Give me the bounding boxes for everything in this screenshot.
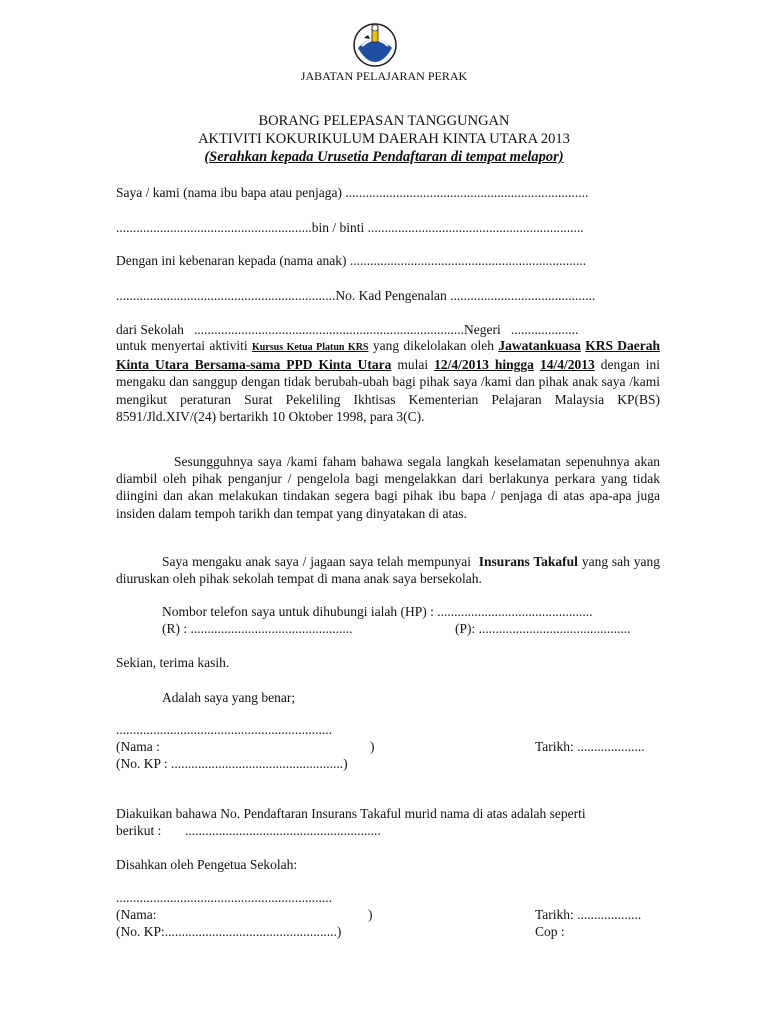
safety-paragraph: Sesungguhnya saya /kami faham bahawa segala langkah keselamatan sepenuhnya akan diambil oleh pihak penganjur / pengelola bagi mengelakkan dari berlakunya perkara yang tidak diingini dan akan melakukan tindakan segera bagi pihak ibu bapa / penjaga di atas apa-apa juga insiden dalam tempoh tarikh dan tempat yang dinyatakan di atas. bbox=[116, 454, 660, 521]
sign-intro: Adalah saya yang benar; bbox=[162, 690, 296, 705]
activity-text-1: untuk menyertai aktiviti bbox=[116, 338, 248, 353]
insurance-number-field[interactable]: .......................................................... bbox=[185, 823, 381, 838]
child-name-field-2[interactable]: ................................................................. bbox=[116, 288, 336, 303]
parent-date-row bbox=[535, 739, 645, 755]
bin-binti-row bbox=[116, 220, 584, 236]
parent-name-label: Saya / kami (nama ibu bapa atau penjaga) bbox=[116, 185, 343, 200]
school-field[interactable]: ................................................................................ bbox=[193, 322, 464, 337]
ic-field[interactable]: ........................................... bbox=[450, 288, 596, 303]
cop-label: Cop : bbox=[535, 924, 565, 939]
activity-date-b: 14/4/2013 bbox=[539, 357, 595, 373]
phone-r-field[interactable]: ................................................ bbox=[190, 621, 353, 636]
child-name-field[interactable]: ...................................................................... bbox=[349, 253, 587, 268]
closing-text: Sekian, terima kasih. bbox=[116, 655, 230, 670]
ic-label: No. Kad Pengenalan bbox=[335, 288, 447, 303]
principal-name-close: ) bbox=[368, 907, 373, 922]
principal-date-row bbox=[535, 907, 641, 923]
phone-p-label: (P): bbox=[455, 621, 476, 636]
activity-text-3: mulai bbox=[397, 357, 429, 373]
insurance-paragraph bbox=[116, 553, 660, 587]
principal-signature-field[interactable]: ................................................................ bbox=[116, 890, 332, 905]
child-name-row bbox=[116, 253, 586, 269]
form-title-2: AKTIVITI KOKURIKULUM DAERAH KINTA UTARA 2013 bbox=[198, 131, 570, 147]
activity-text-2: yang dikelolakan oleh bbox=[372, 338, 494, 353]
bin-binti-label: bin / binti bbox=[311, 220, 365, 235]
school-label: dari Sekolah bbox=[116, 322, 184, 337]
parent-signature-field[interactable]: ................................................................ bbox=[116, 722, 332, 737]
activity-paragraph bbox=[116, 337, 660, 425]
parent-name-row bbox=[116, 185, 588, 201]
phone-label: Nombor telefon saya untuk dihubungi ialah (HP) : bbox=[162, 604, 434, 619]
parent-kp-field[interactable]: ...................................................) bbox=[171, 756, 348, 771]
insurance-text-1: Saya mengaku anak saya / jagaan saya telah mempunyai bbox=[162, 554, 472, 569]
bin-binti-field[interactable]: ................................................................ bbox=[367, 220, 584, 235]
form-title: BORANG PELEPASAN TANGGUNGAN bbox=[258, 113, 510, 129]
principal-date-field[interactable]: ................... bbox=[577, 907, 642, 922]
phone-p-row bbox=[455, 621, 631, 637]
ic-row bbox=[116, 288, 595, 304]
verify-label: Disahkan oleh Pengetua Sekolah: bbox=[116, 857, 298, 872]
principal-kp-field[interactable]: ...................................................) bbox=[164, 924, 342, 939]
principal-kp-row bbox=[116, 924, 341, 940]
parent-date-label: Tarikh: bbox=[535, 739, 574, 754]
insurance-takaful: Insurans Takaful bbox=[478, 554, 578, 569]
child-name-label: Dengan ini kebenaran kepada (nama anak) bbox=[116, 253, 347, 268]
parent-kp-label: (No. KP : bbox=[116, 756, 168, 771]
activity-committee-a: Jawatankuasa bbox=[498, 338, 581, 353]
ack-text-1: Diakuikan bahawa No. Pendaftaran Insurans Takaful murid nama di atas adalah seperti bbox=[116, 806, 586, 821]
phone-r-label: (R) : bbox=[162, 621, 188, 636]
state-field[interactable]: .................... bbox=[510, 322, 579, 337]
principal-kp-label: (No. KP: bbox=[116, 924, 165, 939]
activity-date-a: 12/4/2013 hingga bbox=[434, 357, 534, 373]
parent-kp-row bbox=[116, 756, 348, 772]
insurance-text-2: yang sah yang diuruskan oleh pihak sekolah tempat di mana anak saya bersekolah. bbox=[116, 554, 661, 587]
ack-text-2: berikut : bbox=[116, 823, 162, 838]
parent-name-label-sig: (Nama : bbox=[116, 739, 160, 754]
state-label: Negeri bbox=[463, 322, 501, 337]
activity-committee-b: KRS Daerah Kinta Utara Bersama-sama PPD Kinta Utara bbox=[116, 338, 661, 373]
parent-name-close: ) bbox=[370, 739, 375, 754]
phone-hp-field[interactable]: .............................................. bbox=[437, 604, 593, 619]
activity-text-4: dengan ini mengaku dan sanggup dengan tidak berubah-ubah bagi pihak saya /kami dan pihak anak saya /kami mengikut peraturan Surat Pekeliling Ikhtisas Kementerian Pelajaran Malaysia KP(BS) 8591/Jld.XIV/(24) bertarikh 10 Oktober 1998, para 3(C). bbox=[116, 357, 661, 424]
phone-p-field[interactable]: ............................................. bbox=[478, 621, 631, 636]
principal-name-label: (Nama: bbox=[116, 907, 157, 922]
ack-row-2 bbox=[116, 823, 381, 839]
school-row bbox=[116, 322, 578, 338]
form-subtitle: (Serahkan kepada Urusetia Pendaftaran di tempat melapor) bbox=[204, 149, 564, 165]
principal-date-label: Tarikh: bbox=[535, 907, 574, 922]
phone-r-row bbox=[162, 621, 353, 637]
phone-row bbox=[162, 604, 592, 620]
parent-name-field[interactable]: ........................................................................ bbox=[345, 185, 589, 200]
parent-name-field-2[interactable]: .......................................................... bbox=[116, 220, 312, 235]
jabatan-pelajaran-logo-icon bbox=[352, 22, 398, 68]
department-name: JABATAN PELAJARAN PERAK bbox=[300, 69, 468, 83]
activity-course: Kursus Ketua Platun KRS bbox=[251, 342, 369, 353]
parent-date-field[interactable]: .................... bbox=[577, 739, 645, 754]
